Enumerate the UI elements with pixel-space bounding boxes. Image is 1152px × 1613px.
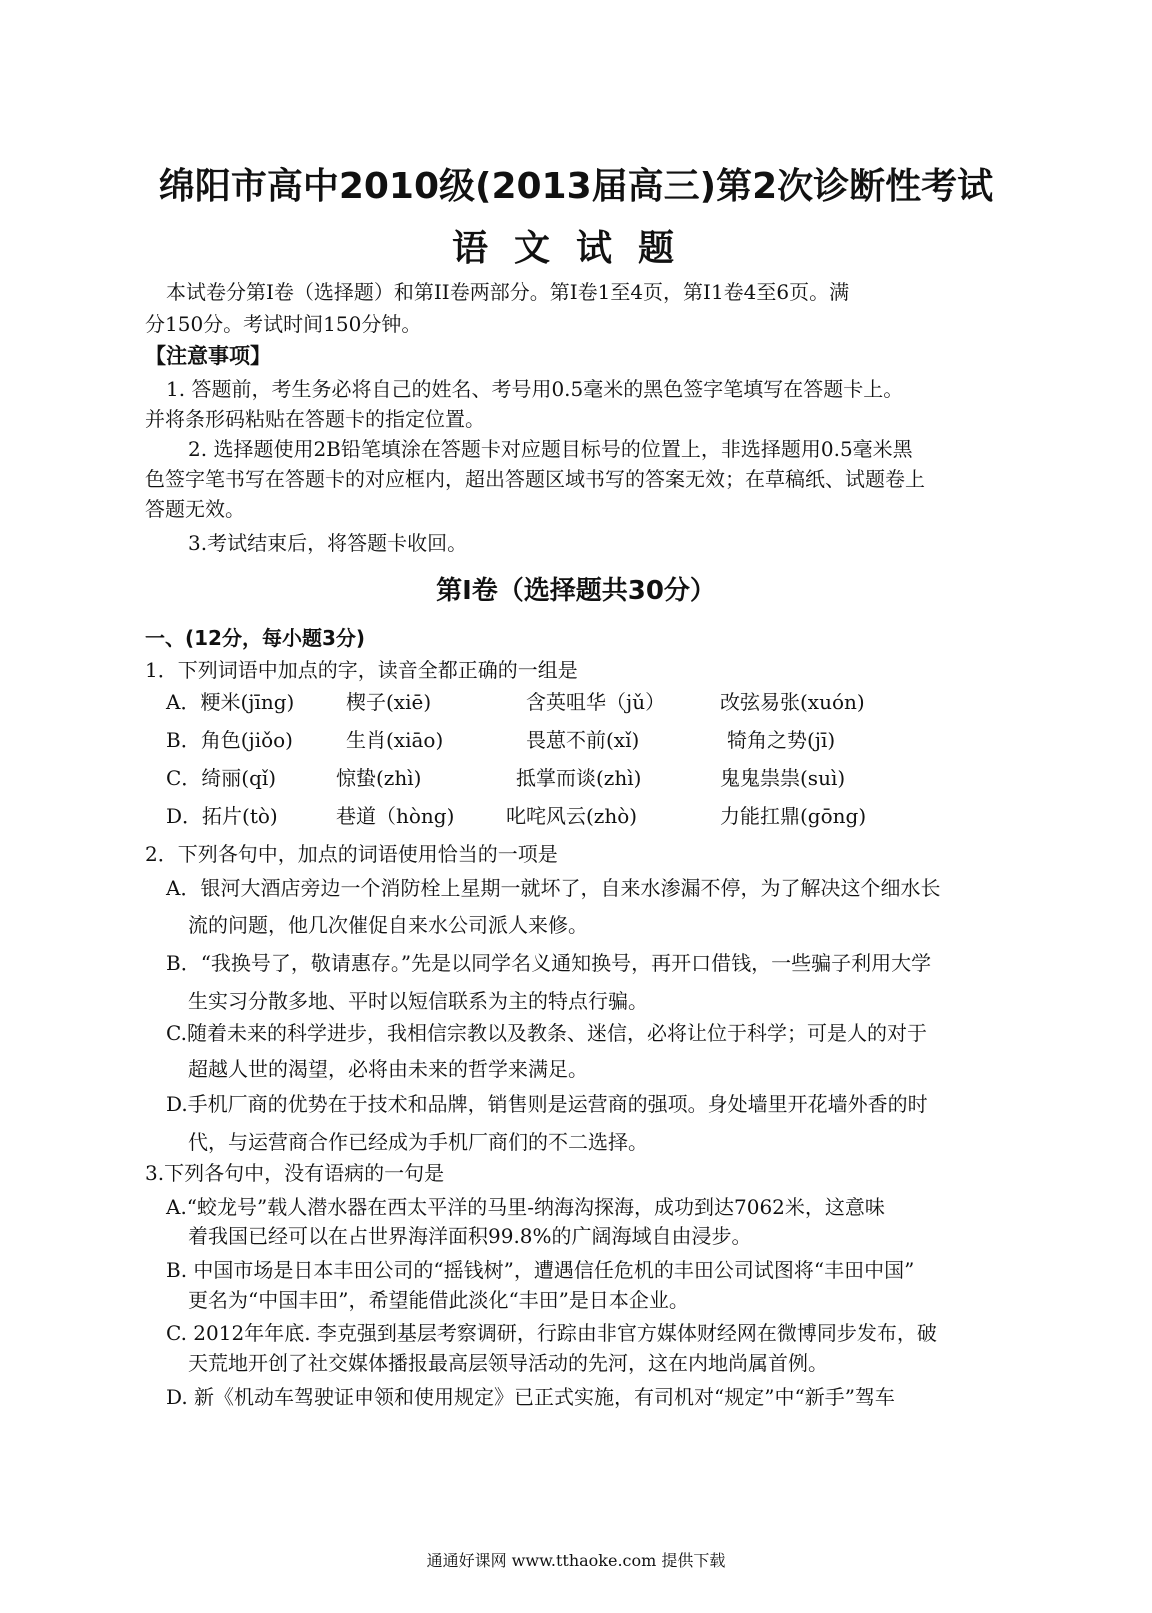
q1-option-d-3: 叱咤风云(zhò) — [506, 804, 638, 828]
notice-item-2: 2. 选择题使用2B铅笔填涂在答题卡对应题目标号的位置上，非选择题用0.5毫米黑 — [188, 437, 913, 461]
part-heading: 一、(12分，每小题3分) — [145, 626, 366, 650]
notice-item-2-cont2: 答题无效。 — [145, 497, 245, 521]
q3-option-a-line-2: 着我国已经可以在占世界海洋面积99.8%的广阔海域自由浸步。 — [188, 1224, 752, 1248]
q3-stem: 3.下列各句中，没有语病的一句是 — [145, 1161, 445, 1185]
exam-subtitle: 语文试题 — [451, 228, 700, 269]
notice-item-1-cont: 并将条形码粘贴在答题卡的指定位置。 — [145, 407, 485, 431]
q1-option-c-2: 惊蛰(zhì) — [336, 766, 422, 790]
q1-stem: 1．下列词语中加点的字，读音全都正确的一组是 — [145, 658, 578, 682]
notice-heading: 【注意事项】 — [145, 344, 271, 368]
q1-option-c-1: C．绮丽(qǐ) — [166, 766, 277, 790]
q1-option-a-4: 改弦易张(xuón) — [720, 690, 865, 714]
intro-line-1: 本试卷分第Ⅰ卷（选择题）和第II卷两部分。第Ⅰ卷1至4页，第I1卷4至6页。满 — [166, 280, 850, 304]
q2-option-b-line-2: 生实习分散多地、平时以短信联系为主的特点行骗。 — [188, 989, 648, 1013]
notice-item-3: 3.考试结束后，将答题卡收回。 — [188, 531, 468, 555]
q2-option-a-line-2: 流的问题，他几次催促自来水公司派人来修。 — [188, 913, 588, 937]
q2-option-c-line-1: C.随着未来的科学进步，我相信宗教以及教条、迷信，必将让位于科学；可是人的对于 — [166, 1021, 927, 1045]
notice-item-2-cont: 色签字笔书写在答题卡的对应框内，超出答题区域书写的答案无效；在草稿纸、试题卷上 — [145, 467, 925, 491]
q1-option-c-4: 鬼鬼祟祟(suì) — [720, 766, 846, 790]
q3-option-c-line-1: C. 2012年年底. 李克强到基层考察调研，行踪由非官方媒体财经网在微博同步发布，破 — [166, 1321, 937, 1345]
q2-option-a-line-1: A．银河大酒店旁边一个消防栓上星期一就坏了，自来水渗漏不停，为了解决这个细水长 — [166, 876, 941, 900]
q3-option-b-line-1: B. 中国市场是日本丰田公司的“摇钱树”，遭遇信任危机的丰田公司试图将“丰田中国” — [166, 1258, 915, 1282]
notice-item-1: 1. 答题前，考生务必将自己的姓名、考号用0.5毫米的黑色签字笔填写在答题卡上。 — [166, 377, 904, 401]
q3-option-a-line-1: A.“蛟龙号”载人潜水器在西太平洋的马里-纳海沟探海，成功到达7062米，这意味 — [166, 1195, 885, 1219]
q3-option-b-line-2: 更名为“中国丰田”，希望能借此淡化“丰田”是日本企业。 — [188, 1288, 689, 1312]
q1-option-d-1: D．拓片(tò) — [166, 804, 278, 828]
q1-option-c-3: 抵掌而谈(zhì) — [516, 766, 642, 790]
q1-option-b-3: 畏葸不前(xǐ) — [526, 728, 640, 752]
q1-option-d-2: 巷道（hòng) — [336, 804, 455, 828]
q3-option-c-line-2: 天荒地开创了社交媒体播报最高层领导活动的先河，这在内地尚属首例。 — [188, 1351, 828, 1375]
q1-option-a-1: A．粳米(jīng) — [166, 690, 295, 714]
q2-option-d-line-1: D.手机厂商的优势在于技术和品牌，销售则是运营商的强项。身处墙里开花墙外香的时 — [166, 1092, 928, 1116]
q1-option-a-2: 楔子(xiē) — [346, 690, 432, 714]
intro-line-2: 分150分。考试时间150分钟。 — [145, 312, 422, 336]
q1-option-b-1: B．角色(jiǒo) — [166, 728, 293, 752]
footer-credit: 通通好课网 www.tthaoke.com 提供下载 — [426, 1551, 726, 1570]
q1-option-b-2: 生肖(xiāo) — [346, 728, 444, 752]
q3-option-d-line-1: D. 新《机动车驾驶证申领和使用规定》已正式实施，有司机对“规定”中“新手”驾车 — [166, 1385, 895, 1409]
exam-title: 绵阳市高中2010级(2013届高三)第2次诊断性考试 — [158, 166, 994, 207]
q2-option-d-line-2: 代，与运营商合作已经成为手机厂商们的不二选择。 — [188, 1130, 648, 1154]
q2-option-b-line-1: B．“我换号了，敬请惠存。”先是以同学名义通知换号，再开口借钱，一些骗子利用大学 — [166, 951, 932, 975]
q1-option-a-3: 含英咀华（jǔ） — [526, 690, 666, 714]
q2-stem: 2．下列各句中，加点的词语使用恰当的一项是 — [145, 842, 558, 866]
q2-option-c-line-2: 超越人世的渴望，必将由未来的哲学来满足。 — [188, 1057, 588, 1081]
q1-option-d-4: 力能扛鼎(gōng) — [720, 804, 867, 828]
section-title: 第Ⅰ卷（选择题共30分） — [436, 576, 716, 606]
q1-option-b-4: 犄角之势(jī) — [727, 728, 836, 752]
